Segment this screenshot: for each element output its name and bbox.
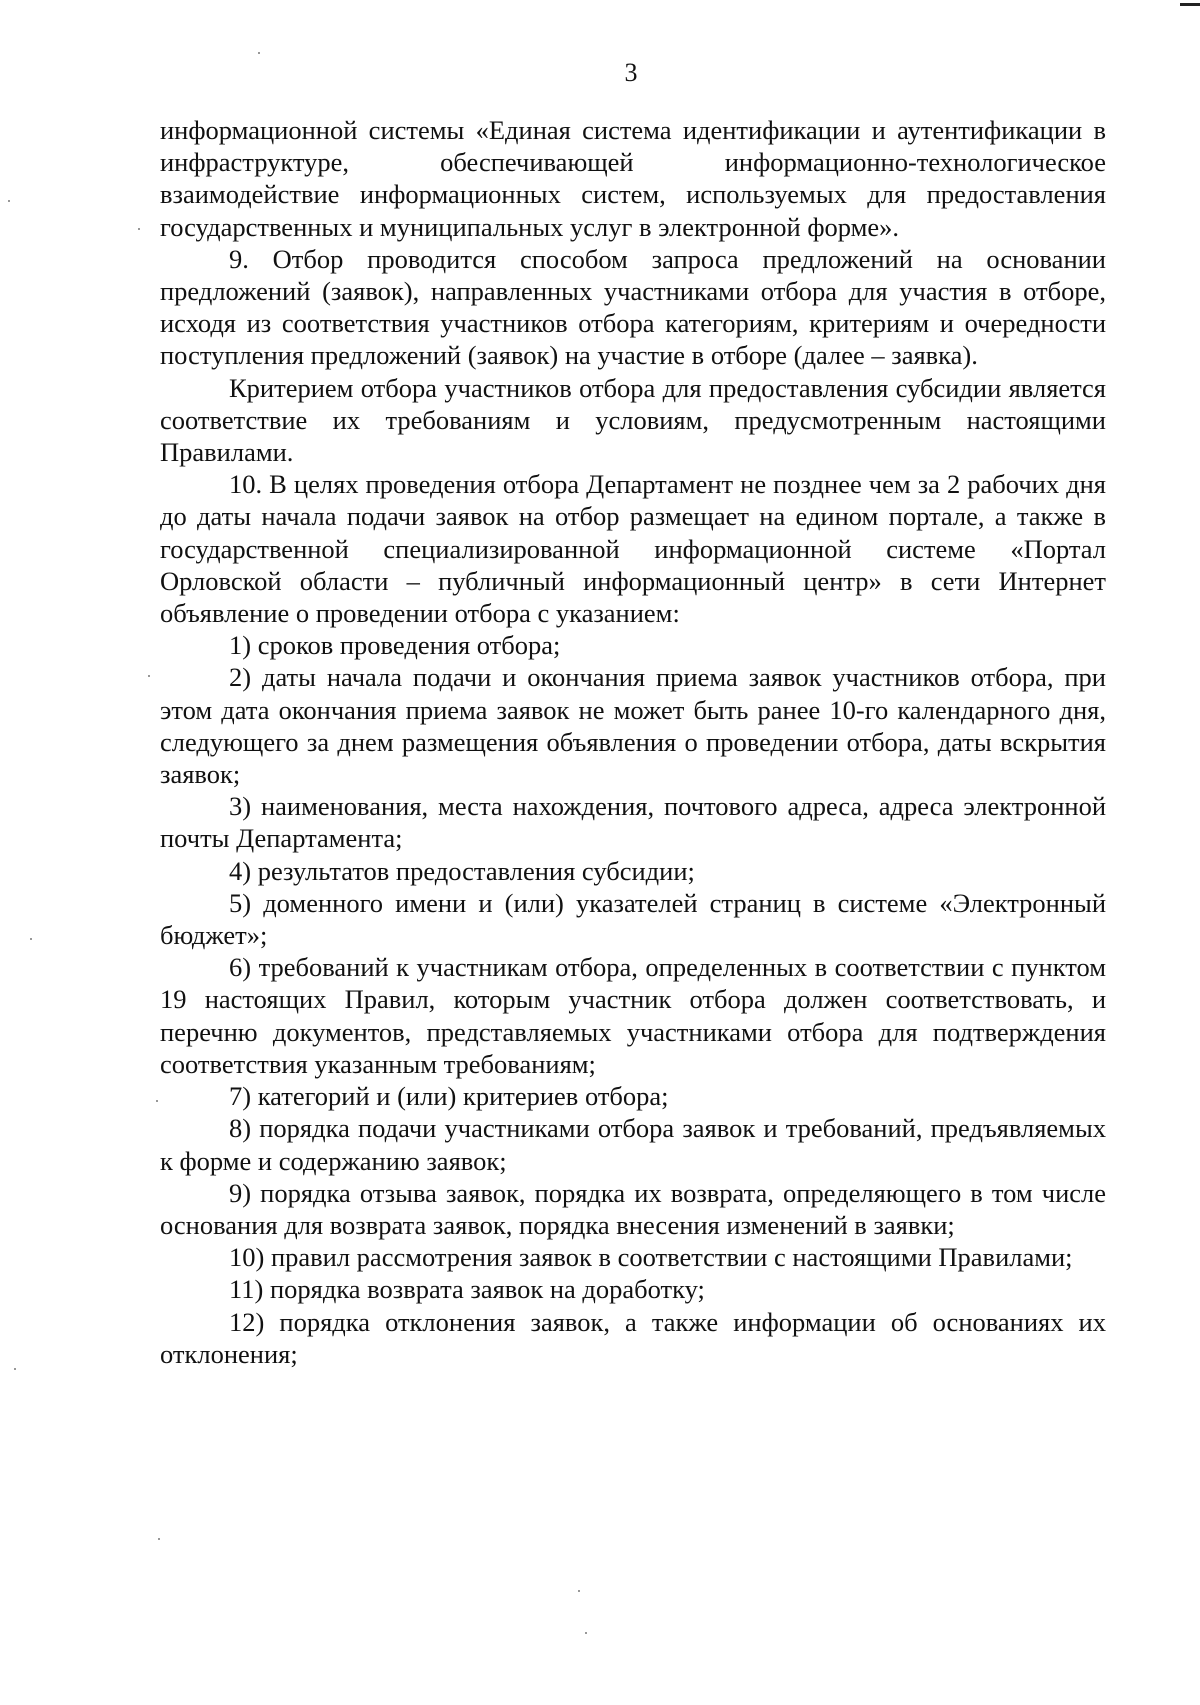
paragraph-criterion: Критерием отбора участников отбора для предоставления субсидии является соответствие их требованиям и условиям, предусмотренным настоящими Правилами.	[160, 372, 1106, 468]
scan-speck	[158, 1538, 160, 1540]
list-item-10: 10) правил рассмотрения заявок в соответствии с настоящими Правилами;	[229, 1242, 1073, 1273]
list-item-4: 4) результатов предоставления субсидии;	[229, 855, 695, 886]
list-item-11: 11) порядка возврата заявок на доработку;	[229, 1274, 705, 1305]
list-item-5: 5) доменного имени и (или) указателей страниц в системе «Электронный бюджет»;	[160, 887, 1106, 951]
page-number: 3	[624, 58, 638, 87]
list-item-3: 3) наименования, места нахождения, почтового адреса, адреса электронной почты Департамента;	[160, 791, 1106, 854]
list-item-7: 7) категорий и (или) критериев отбора;	[229, 1081, 669, 1112]
scan-speck	[138, 228, 140, 230]
scan-edge-mark	[1180, 3, 1200, 6]
list-item-2: 2) даты начала подачи и окончания приема заявок участников отбора, при этом дата окончания приема заявок не может быть ранее 10-го календарного дня, следующего за днем размещения объявления о проведении отбора, даты вскрытия заявок;	[160, 662, 1106, 790]
list-item-6: 6) требований к участникам отбора, определенных в соответствии с пунктом 19 настоящих Правил, которым участник отбора должен соответствовать, и перечню документов, представляемых участниками отбора для подтверждения соответствия указанным требованиям;	[160, 952, 1106, 1079]
scan-speck	[8, 200, 10, 202]
scan-speck	[156, 1100, 158, 1102]
scan-speck	[585, 1632, 587, 1634]
paragraph-continuation: информационной системы «Единая система идентификации и аутентификации в инфраструктуре, обеспечивающей информационно-технологическое взаимодействие информационных систем, используемых для предоставления государственных и муниципальных услуг в электронной форме».	[160, 115, 1106, 242]
list-item-9: 9) порядка отзыва заявок, порядка их возврата, определяющего в том числе основания для возврата заявок, порядка внесения изменений в заявки;	[160, 1177, 1106, 1240]
document-body	[160, 114, 1106, 1370]
scan-speck	[30, 938, 32, 940]
list-item-1: 1) сроков проведения отбора;	[229, 630, 561, 661]
scan-speck	[578, 1590, 580, 1592]
list-item-12: 12) порядка отклонения заявок, а также информации об основаниях их отклонения;	[160, 1306, 1106, 1369]
list-item-8: 8) порядка подачи участниками отбора заявок и требований, предъявляемых к форме и содержанию заявок;	[160, 1113, 1106, 1176]
scan-speck	[14, 1368, 16, 1370]
scan-speck	[258, 52, 260, 54]
scan-speck	[148, 675, 150, 677]
paragraph-item-9: 9. Отбор проводится способом запроса предложений на основании предложений (заявок), направленных участниками отбора для участия в отборе, исходя из соответствия участников отбора категориям, критериям и очередности поступления предложений (заявок) на участие в отборе (далее – заявка).	[160, 243, 1106, 371]
paragraph-item-10: 10. В целях проведения отбора Департамент не позднее чем за 2 рабочих дня до даты начала подачи заявок на отбор размещает на едином портале, а также в государственной специализированной информационной системе «Портал Орловской области – публичный информационный центр» в сети Интернет объявление о проведении отбора с указанием:	[160, 469, 1106, 629]
